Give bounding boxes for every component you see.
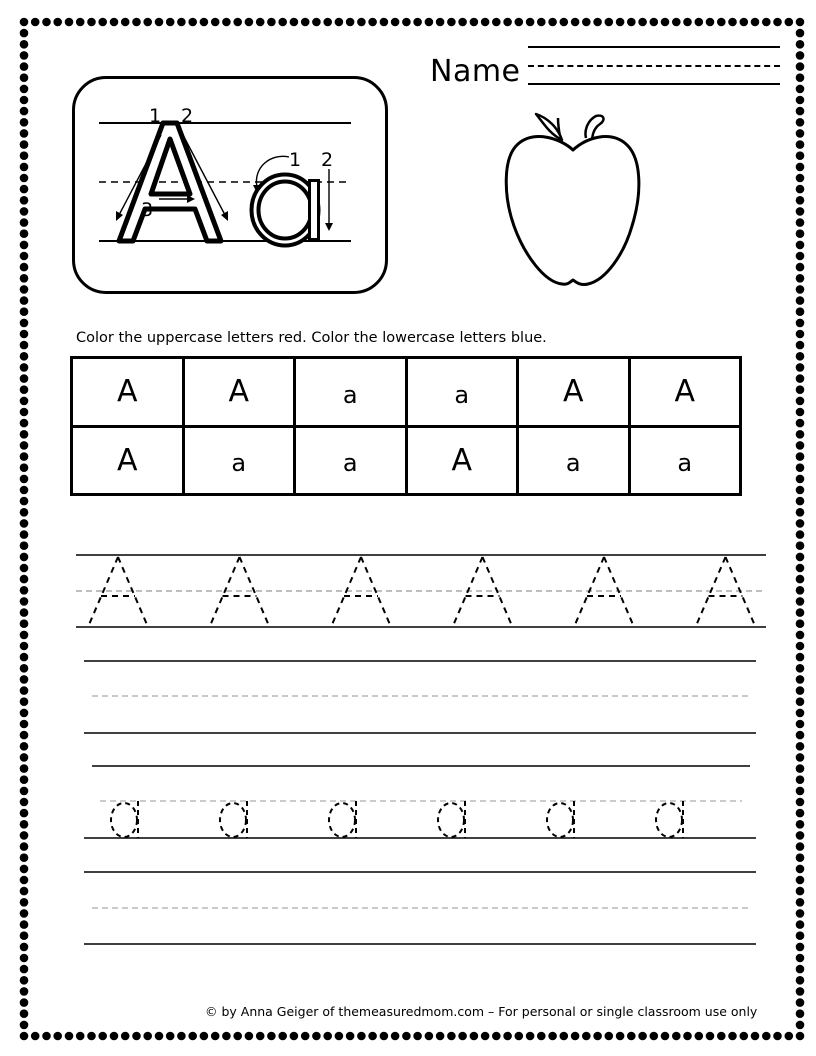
traceable-uppercase-a[interactable] bbox=[88, 557, 148, 627]
grid-cell[interactable]: A bbox=[408, 428, 517, 494]
stroke-number-upper-3: 3 bbox=[141, 199, 154, 221]
grid-cell[interactable]: a bbox=[185, 428, 294, 494]
lowercase-tracing-row[interactable] bbox=[84, 766, 756, 838]
name-label: Name bbox=[430, 54, 521, 89]
traceable-uppercase-a[interactable] bbox=[331, 557, 391, 627]
copyright-footer: © by Anna Geiger of themeasuredmom.com – For personal or single classroom use only bbox=[205, 1004, 758, 1019]
grid-cell[interactable]: A bbox=[73, 359, 182, 425]
grid-cell[interactable]: A bbox=[73, 428, 182, 494]
grid-cell[interactable]: A bbox=[519, 359, 628, 425]
grid-cell[interactable]: a bbox=[408, 359, 517, 425]
grid-cell[interactable]: a bbox=[631, 428, 740, 494]
grid-cell[interactable]: a bbox=[296, 428, 405, 494]
traceable-uppercase-a[interactable] bbox=[574, 557, 634, 627]
stroke-number-upper-1: 1 bbox=[149, 105, 162, 127]
coloring-instructions: Color the uppercase letters red. Color the lowercase letters blue. bbox=[76, 330, 547, 346]
traceable-lowercase-a[interactable] bbox=[547, 801, 574, 838]
practice-line-set[interactable] bbox=[84, 661, 756, 733]
traceable-uppercase-a[interactable] bbox=[453, 557, 513, 627]
stroke-number-lower-2: 2 bbox=[321, 149, 334, 171]
traceable-lowercase-a[interactable] bbox=[329, 801, 356, 838]
traceable-lowercase-a[interactable] bbox=[220, 801, 247, 838]
traceable-uppercase-a[interactable] bbox=[210, 557, 270, 627]
traceable-uppercase-a[interactable] bbox=[696, 557, 756, 627]
uppercase-tracing-row[interactable] bbox=[76, 555, 766, 627]
stroke-number-lower-1: 1 bbox=[289, 149, 302, 171]
traceable-lowercase-a[interactable] bbox=[438, 801, 465, 838]
practice-line-set[interactable] bbox=[84, 872, 756, 944]
grid-cell[interactable]: A bbox=[185, 359, 294, 425]
grid-cell[interactable]: a bbox=[296, 359, 405, 425]
traceable-lowercase-a[interactable] bbox=[656, 801, 683, 838]
traceable-lowercase-a[interactable] bbox=[111, 801, 138, 838]
grid-cell[interactable]: A bbox=[631, 359, 740, 425]
grid-cell[interactable]: a bbox=[519, 428, 628, 494]
stroke-number-upper-2: 2 bbox=[181, 105, 194, 127]
